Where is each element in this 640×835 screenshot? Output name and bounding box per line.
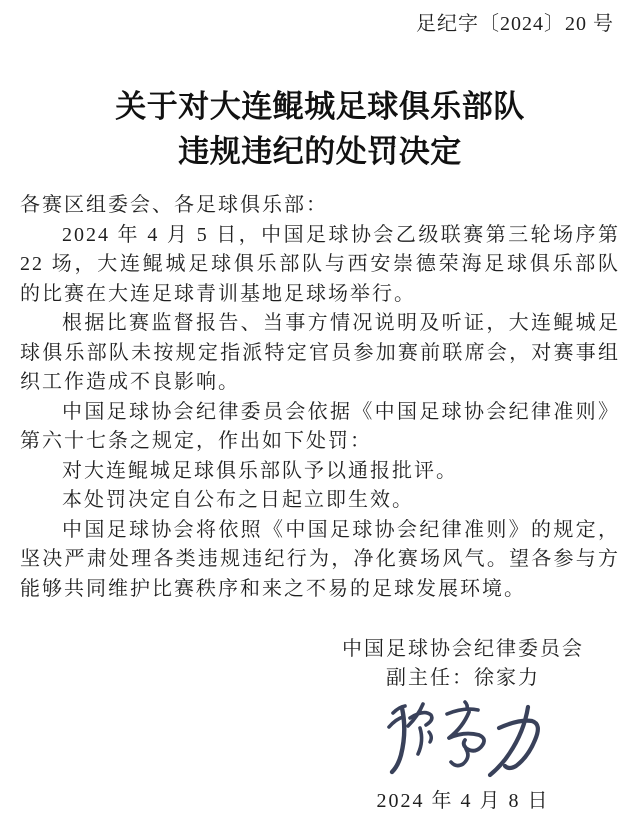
handwritten-signature	[338, 696, 588, 784]
body-paragraph: 根据比赛监督报告、当事方情况说明及听证，大连鲲城足球俱乐部队未按规定指派特定官员参加赛前联席会，对赛事组织工作造成不良影响。	[20, 312, 620, 393]
signature-handwriting-icon	[377, 697, 549, 783]
body-paragraph: 中国足球协会纪律委员会依据《中国足球协会纪律准则》第六十七条之规定，作出如下处罚：	[20, 400, 620, 452]
document-body	[20, 191, 620, 604]
document-title	[30, 84, 610, 174]
body-paragraph: 对大连鲲城足球俱乐部队予以通报批评。	[62, 459, 458, 482]
body-paragraph: 中国足球协会将依照《中国足球协会纪律准则》的规定，坚决严肃处理各类违规违纪行为，净化赛场风气。望各参与方能够共同维护比赛秩序和来之不易的足球发展环境。	[20, 518, 620, 600]
salutation: 各赛区组委会、各足球俱乐部：	[20, 194, 328, 216]
document-title-line2: 违规违纪的处罚决定	[178, 134, 462, 169]
body-paragraph: 本处罚决定自公布之日起立即生效。	[62, 489, 414, 511]
document-title-line1: 关于对大连鲲城足球俱乐部队	[115, 89, 525, 124]
document-date: 2024 年 4 月 8 日	[376, 790, 550, 812]
doc-number: 足纪字〔2024〕20 号	[416, 13, 614, 35]
closing-block	[338, 635, 588, 815]
issuing-organization: 中国足球协会纪律委员会	[342, 638, 584, 660]
body-paragraph: 2024 年 4 月 5 日，中国足球协会乙级联赛第三轮场序第 22 场，大连鲲城足球俱乐部队与西安崇德荣海足球俱乐部队的比赛在大连足球青训基地足球场举行。	[20, 223, 620, 305]
signer-title: 副主任：徐家力	[386, 667, 540, 689]
